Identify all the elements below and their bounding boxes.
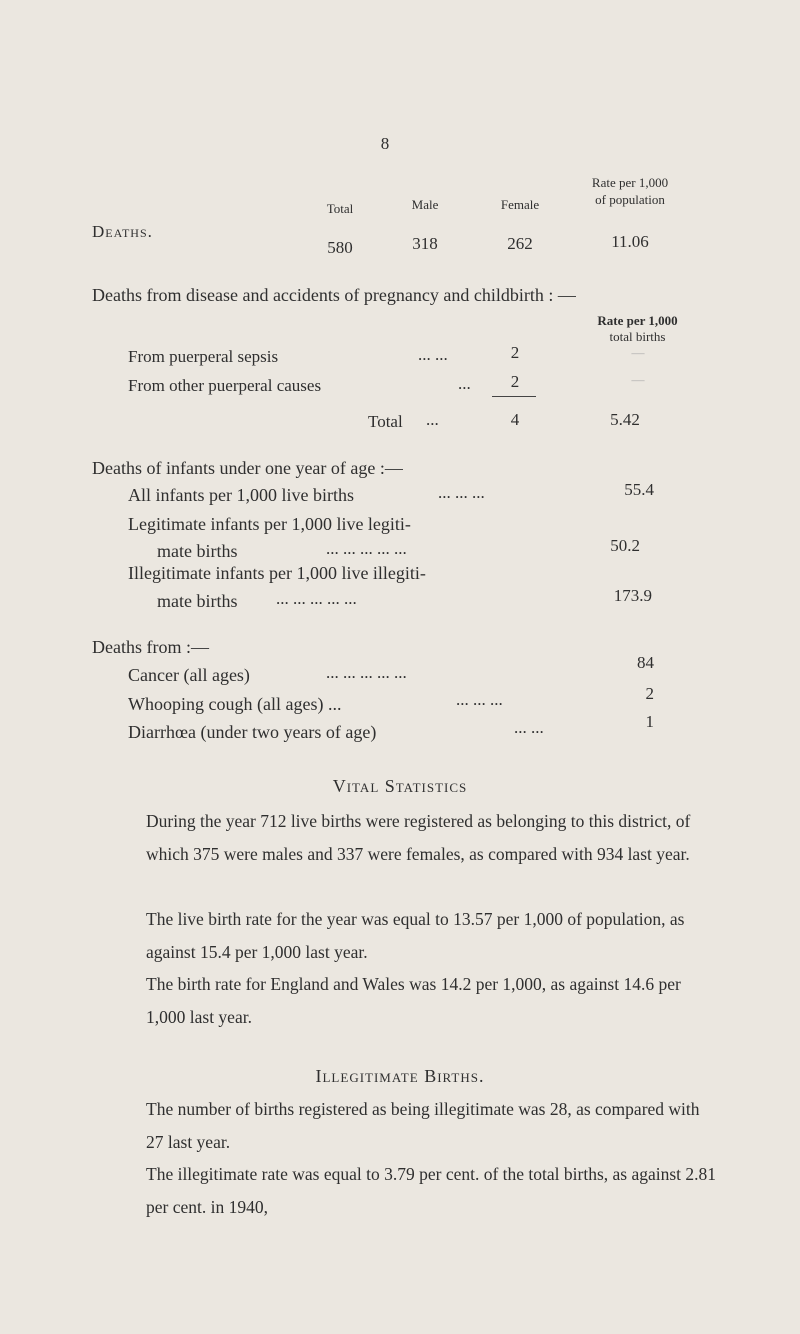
leader-dots: ... ... ... xyxy=(456,690,503,709)
leader-dots: ... ... ... xyxy=(438,483,485,502)
pregnancy-rate-line2: total births xyxy=(609,329,666,344)
vital-paragraph-3-text: The birth rate for England and Wales was 14.2 per 1,000, as against 14.6 per 1,000 last year. xyxy=(146,974,681,1027)
illegit-infants-line2: mate births xyxy=(157,591,238,611)
pregnancy-heading: Deaths from disease and accidents of pregnancy and childbirth : — xyxy=(92,285,576,305)
leader-dots: ... xyxy=(458,374,471,393)
vital-paragraph-3 xyxy=(117,968,717,1034)
pregnancy-rate-line1: Rate per 1,000 xyxy=(597,313,678,328)
puerperal-sepsis-value: 2 xyxy=(510,343,520,362)
puerperal-sepsis-rate: — xyxy=(631,345,645,360)
deaths-rate: 11.06 xyxy=(611,232,649,251)
vital-paragraph-2 xyxy=(117,903,717,969)
illegit-infants-value: 173.9 xyxy=(613,586,652,605)
puerperal-sepsis-label: From puerperal sepsis xyxy=(128,347,279,366)
deaths-label: Deaths. xyxy=(92,222,153,241)
all-infants-label: All infants per 1,000 live births xyxy=(128,485,354,505)
whooping-cough-label: Whooping cough (all ages) ... xyxy=(128,694,342,714)
illegitimate-paragraph-2 xyxy=(117,1158,717,1224)
illegitimate-paragraph-1 xyxy=(117,1093,717,1159)
header-total: Total xyxy=(326,201,354,216)
deaths-from-heading: Deaths from :— xyxy=(92,637,209,657)
leader-dots: ... ... ... ... ... xyxy=(276,589,357,608)
header-male: Male xyxy=(411,197,439,212)
deaths-female: 262 xyxy=(507,234,533,253)
pregnancy-total-rate: 5.42 xyxy=(610,410,640,429)
header-rate-line2: of population xyxy=(595,192,665,207)
other-causes-value: 2 xyxy=(510,372,520,391)
leader-dots: ... ... xyxy=(418,345,448,364)
deaths-total: 580 xyxy=(327,238,353,257)
vital-paragraph-2-text: The live birth rate for the year was equal to 13.57 per 1,000 of population, as against 15.4 per 1,000 last year. xyxy=(146,909,685,962)
page-number: 8 xyxy=(380,134,390,153)
legit-infants-value: 50.2 xyxy=(610,536,640,555)
deaths-male: 318 xyxy=(412,234,438,253)
pregnancy-total-value: 4 xyxy=(510,410,520,429)
illegitimate-births-heading: Illegitimate Births. xyxy=(315,1066,485,1086)
sum-rule xyxy=(492,396,536,397)
other-causes-rate: — xyxy=(631,372,645,387)
vital-paragraph-1 xyxy=(117,805,717,871)
illegit-infants-line1: Illegitimate infants per 1,000 live illegiti- xyxy=(128,563,426,583)
header-female: Female xyxy=(500,197,540,212)
leader-dots: ... ... ... ... ... xyxy=(326,663,407,682)
other-causes-label: From other puerperal causes xyxy=(128,376,322,395)
infants-heading: Deaths of infants under one year of age :— xyxy=(92,458,403,478)
leader-dots: ... ... xyxy=(514,718,544,737)
illegitimate-paragraph-2-text: The illegitimate rate was equal to 3.79 per cent. of the total births, as against 2.81 per cent. in 1940, xyxy=(146,1164,717,1217)
legit-infants-line2: mate births xyxy=(157,541,238,561)
vital-paragraph-1-text: During the year 712 live births were registered as belonging to this district, of which 375 were males and 337 were females, as compared with 934 last year. xyxy=(146,811,691,864)
illegitimate-paragraph-1-text: The number of births registered as being illegitimate was 28, as compared with 27 last year. xyxy=(146,1099,700,1152)
leader-dots: ... ... ... ... ... xyxy=(326,539,407,558)
cancer-label: Cancer (all ages) xyxy=(128,665,250,685)
cancer-value: 84 xyxy=(637,653,654,672)
diarrhoea-value: 1 xyxy=(645,712,654,731)
whooping-cough-value: 2 xyxy=(645,684,654,703)
all-infants-value: 55.4 xyxy=(624,480,654,499)
diarrhoea-label: Diarrhœa (under two years of age) xyxy=(128,722,377,742)
pregnancy-total-label: Total xyxy=(368,412,403,431)
vital-statistics-heading: Vital Statistics xyxy=(332,776,468,796)
leader-dots: ... xyxy=(426,410,439,429)
legit-infants-line1: Legitimate infants per 1,000 live legiti- xyxy=(128,514,411,534)
header-rate-line1: Rate per 1,000 xyxy=(591,175,669,190)
